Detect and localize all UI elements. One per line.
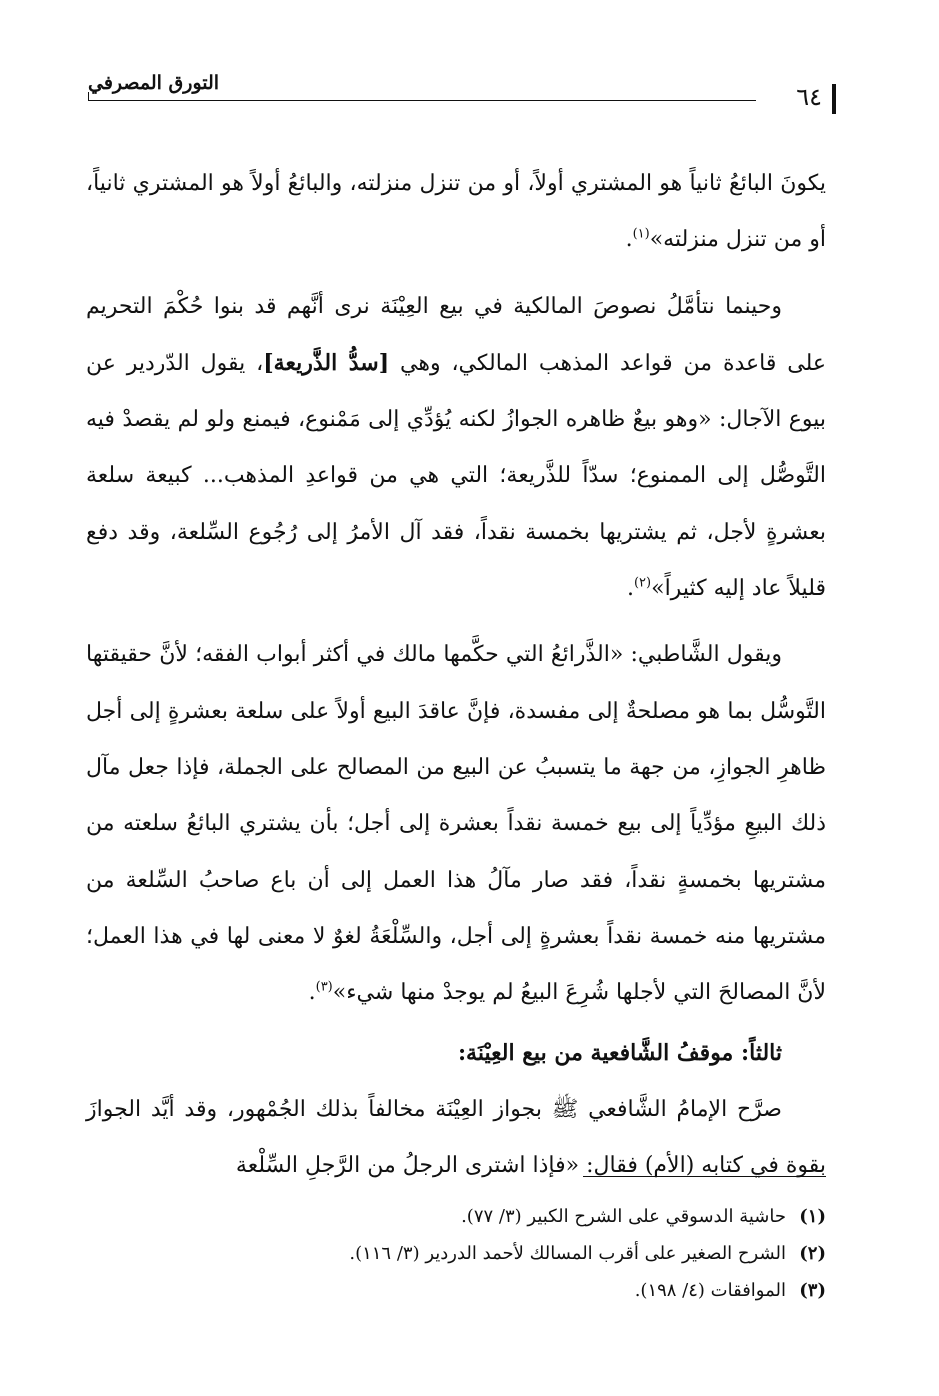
header-title: التورق المصرفي — [88, 72, 220, 94]
footnote-1 — [86, 1198, 826, 1235]
footnote-text: الموافقات (٤/ ١٩٨). — [634, 1280, 786, 1301]
section-heading: ثالثاً: موقفُ الشَّافعية من بيع العِيْنَة: — [457, 1040, 782, 1067]
footnote-ref-1: (١) — [632, 226, 650, 242]
page-number: ٦٤ — [796, 83, 822, 111]
main-text — [86, 156, 826, 1194]
footnote-ref-2: (٢) — [633, 575, 652, 591]
paragraph-1: يكونَ البائعُ ثانياً هو المشتري أولاً، أو من تنزل منزلته، والبائعُ أولاً هو المشتري ثانياً، أو من تنزل منزلته»$^{(١)}$. — [86, 171, 826, 253]
footnote-3 — [86, 1272, 826, 1309]
page-number-bar — [832, 84, 836, 114]
footnote-2 — [86, 1235, 826, 1272]
footnote-number: (٣) — [799, 1280, 826, 1301]
header-rule-tick — [88, 92, 89, 101]
footnotes — [86, 1198, 826, 1309]
paragraph-4: صرَّح الإمامُ الشَّافعي ﷺ بجواز العِيْنَة مخالفاً بذلك الجُمْهور، وقد أيَّد الجوازَ بقوة في كتابه (الأم) فقال: «فإذا اشترى الرجلُ من الرَّجلِ السِّلْعة — [86, 1096, 826, 1179]
footnote-number: (١) — [799, 1206, 826, 1227]
footnote-number: (٢) — [799, 1243, 826, 1264]
footnote-separator — [583, 1176, 826, 1177]
running-header — [88, 70, 836, 116]
footnote-ref-3: (٣) — [315, 979, 333, 995]
paragraph-2: وحينما نتأمَّلُ نصوصَ المالكية في بيع العِيْنَة نرى أنَّهم قد بنوا حُكْمَ التحريم على قاعدة من قواعد المذهب المالكي، وهي [سدُّ الذَّريعة]، يقول الدّردير عن بيوع الآجال: «وهو بيعٌ ظاهره الجوازُ لكنه يُؤدِّي إلى مَمْنوع، فيمنع ولو لم يقصدْ فيه التَّوصُّل إلى الممنوع؛ سدّاً للذَّريعة؛ التي هي من قواعدِ المذهب... كبيعة سلعة بعشرةٍ لأجل، ثم يشتريها بخمسة نقداً، فقد آل الأمرُ إلى رُجُوع السِّلعة، وقد دفع قليلاً عاد إليه كثيراً»$^{(٢)}$. — [86, 293, 826, 602]
term-sadd-al-dharia: [سدُّ الذَّريعة] — [263, 349, 390, 376]
paragraph-3: ويقول الشَّاطبي: «الذَّرائعُ التي حكَّمها مالك في أكثر أبواب الفقه؛ لأنَّ حقيقتها التَّوسُّل بما هو مصلحةٌ إلى مفسدة، فإنَّ عاقدَ البيع أولاً على سلعة بعشرةٍ إلى أجل ظاهرِ الجوازِ، من جهة ما يتسببُ عن البيع من المصالح على الجملة، فإذا جعل مآل ذلك البيعِ مؤدِّياً إلى بيع خمسة نقداً بعشرة إلى أجل؛ بأن يشتري البائعُ سلعته من مشتريها بخمسةٍ نقداً، فقد صار مآلُ هذا العمل إلى أن باع صاحبُ السِّلعة من مشتريها منه خمسة نقداً بعشرةٍ إلى أجل، والسِّلْعَةُ لغوٌ لا معنى لها في هذا العمل؛ لأنَّ المصالحَ التي لأجلها شُرِعَ البيعُ لم يوجدْ منها شيء»$^{(٣)}$. — [86, 642, 826, 1006]
footnote-text: الشرح الصغير على أقرب المسالك لأحمد الدردير (٣/ ١١٦). — [349, 1243, 786, 1264]
header-rule — [88, 100, 756, 101]
footnote-text: حاشية الدسوقي على الشرح الكبير (٣/ ٧٧). — [461, 1206, 786, 1227]
